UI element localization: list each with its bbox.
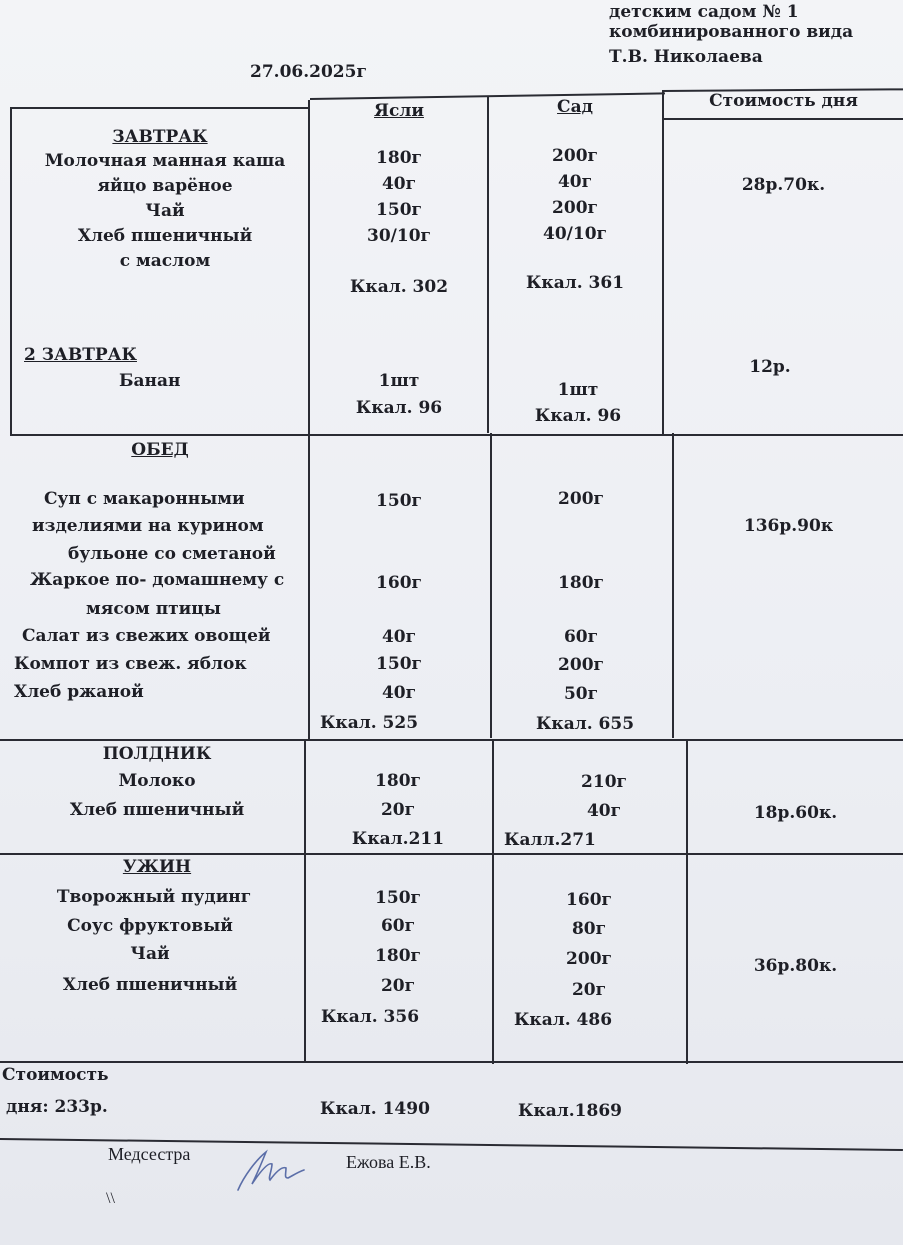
breakfast2-title: 2 ЗАВТРАК xyxy=(24,345,137,365)
table-top-border xyxy=(10,107,310,109)
breakfast-item: с маслом xyxy=(119,251,211,271)
column-header-nursery: Ясли xyxy=(374,101,424,121)
lunch-garden-amount: 50г xyxy=(563,684,599,704)
dinner-nursery-kcal: Ккал. 356 xyxy=(320,1007,420,1027)
lunch-nursery-amount: 160г xyxy=(376,573,422,593)
lunch-nursery-amount: 150г xyxy=(376,491,422,511)
column-header-cost: Стоимость дня xyxy=(709,91,858,111)
breakfast-nursery-amount: 180г xyxy=(376,148,422,168)
snack-garden-kcal: Калл.271 xyxy=(504,830,596,850)
lunch-item: бульоне со сметаной xyxy=(68,544,276,564)
day-cost-label: Стоимость xyxy=(2,1065,109,1085)
dinner-item: Хлеб пшеничный xyxy=(62,975,238,995)
breakfast-item: Хлеб пшеничный xyxy=(77,226,253,246)
col-divider-3-mid xyxy=(672,433,674,738)
breakfast-cost: 28р.70к. xyxy=(741,175,826,195)
day-cost-value: дня: 233р. xyxy=(6,1097,108,1117)
nurse-name: Ежова Е.В. xyxy=(346,1152,431,1172)
snack-garden-amount: 40г xyxy=(586,801,622,821)
approval-line-2: комбинированного вида xyxy=(609,22,854,42)
breakfast-nursery-kcal: Ккал. 302 xyxy=(349,277,449,297)
snack-item: Молоко xyxy=(118,771,196,791)
dinner-nursery-amount: 180г xyxy=(375,946,421,966)
approval-line-1: детским садом № 1 xyxy=(609,2,799,22)
cost-header-divider xyxy=(662,118,903,120)
dinner-item: Творожный пудинг xyxy=(56,887,252,907)
breakfast-nursery-amount: 150г xyxy=(376,200,422,220)
lunch-title: ОБЕД xyxy=(131,440,189,460)
nursery-total-kcal: Ккал. 1490 xyxy=(320,1099,430,1119)
lunch-item: Компот из свеж. яблок xyxy=(14,654,247,674)
dinner-nursery-amount: 150г xyxy=(375,888,421,908)
breakfast-garden-kcal: Ккал. 361 xyxy=(525,273,625,293)
breakfast-nursery-amount: 30/10г xyxy=(367,226,431,246)
nurse-label: Медсестра xyxy=(108,1144,191,1164)
nurse-signature xyxy=(232,1146,306,1194)
lunch-item: Хлеб ржаной xyxy=(14,682,144,702)
snack-item: Хлеб пшеничный xyxy=(69,800,245,820)
lunch-item: Суп с макаронными xyxy=(44,489,245,509)
garden-total-kcal: Ккал.1869 xyxy=(518,1101,622,1121)
dinner-garden-kcal: Ккал. 486 xyxy=(513,1010,613,1030)
dinner-nursery-amount: 60г xyxy=(380,916,416,936)
lunch-nursery-kcal: Ккал. 525 xyxy=(319,713,419,733)
snack-cost: 18р.60к. xyxy=(753,803,838,823)
lunch-garden-amount: 60г xyxy=(563,627,599,647)
row-divider-lunch xyxy=(10,434,903,436)
breakfast2-cost: 12р. xyxy=(749,357,791,377)
lunch-nursery-amount: 150г xyxy=(376,654,422,674)
menu-date: 27.06.2025г xyxy=(250,62,367,82)
breakfast-item: яйцо варёное xyxy=(97,176,233,196)
dinner-garden-amount: 20г xyxy=(571,980,607,1000)
dinner-cost: 36р.80к. xyxy=(753,956,838,976)
snack-garden-amount: 210г xyxy=(581,772,627,792)
breakfast-item: Молочная манная каша xyxy=(44,151,286,171)
dinner-title: УЖИН xyxy=(122,857,192,877)
lunch-item: мясом птицы xyxy=(86,599,221,619)
breakfast2-nursery-kcal: Ккал. 96 xyxy=(355,398,443,418)
dinner-item: Соус фруктовый xyxy=(67,916,233,936)
breakfast-garden-amount: 200г xyxy=(552,146,598,166)
lunch-garden-amount: 180г xyxy=(558,573,604,593)
breakfast2-garden-amount: 1шт xyxy=(557,380,599,400)
breakfast-garden-amount: 40г xyxy=(557,172,593,192)
margin-mark: \\ xyxy=(106,1190,115,1207)
table-bottom-border xyxy=(0,1061,903,1063)
lunch-item: Жаркое по- домашнему с xyxy=(30,570,285,590)
dinner-nursery-amount: 20г xyxy=(380,976,416,996)
breakfast2-garden-kcal: Ккал. 96 xyxy=(534,406,622,426)
lunch-garden-amount: 200г xyxy=(558,655,604,675)
dinner-item: Чай xyxy=(130,944,170,964)
lunch-item: изделиями на курином xyxy=(32,516,264,536)
lunch-nursery-amount: 40г xyxy=(381,627,417,647)
breakfast-garden-amount: 200г xyxy=(552,198,598,218)
breakfast2-nursery-amount: 1шт xyxy=(378,371,420,391)
snack-nursery-amount: 20г xyxy=(380,800,416,820)
column-header-garden: Сад xyxy=(557,97,593,117)
lunch-garden-kcal: Ккал. 655 xyxy=(535,714,635,734)
dinner-garden-amount: 80г xyxy=(571,919,607,939)
snack-title: ПОЛДНИК xyxy=(102,744,212,764)
breakfast2-item: Банан xyxy=(119,371,181,391)
snack-nursery-kcal: Ккал.211 xyxy=(351,829,445,849)
lunch-item: Салат из свежих овощей xyxy=(22,626,271,646)
lunch-nursery-amount: 40г xyxy=(381,683,417,703)
breakfast-title: ЗАВТРАК xyxy=(112,127,208,147)
breakfast-garden-amount: 40/10г xyxy=(543,224,607,244)
breakfast-nursery-amount: 40г xyxy=(381,174,417,194)
breakfast-item: Чай xyxy=(145,201,185,221)
snack-nursery-amount: 180г xyxy=(375,771,421,791)
lunch-cost: 136р.90к xyxy=(743,516,834,536)
dinner-garden-amount: 200г xyxy=(566,949,612,969)
approval-line-3: Т.В. Николаева xyxy=(609,47,763,67)
lunch-garden-amount: 200г xyxy=(558,489,604,509)
dinner-garden-amount: 160г xyxy=(566,890,612,910)
